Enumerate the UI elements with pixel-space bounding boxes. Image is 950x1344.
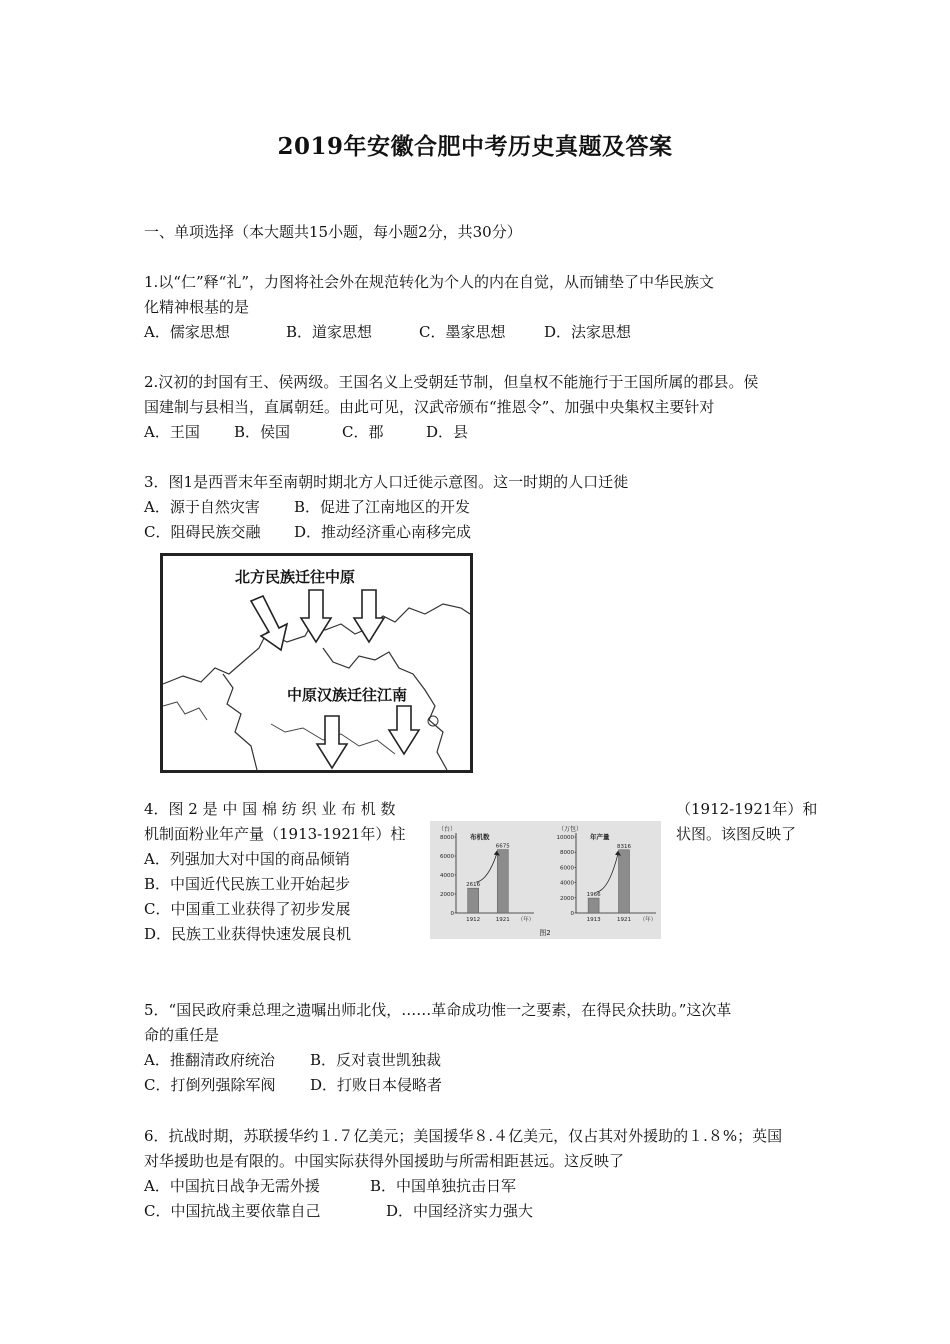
- q1-options: [144, 320, 631, 345]
- chart1-bar: [497, 850, 508, 913]
- chart2-ytick-label: 2000: [560, 895, 574, 902]
- q6-options-row2: [144, 1199, 533, 1224]
- q3-option-b: B．促进了江南地区的开发: [294, 498, 471, 516]
- west-border: [223, 674, 257, 770]
- q5-stem-line2: 命的重任是: [144, 1026, 220, 1044]
- q6-option-a: A．中国抗日战争无需外援: [144, 1177, 320, 1195]
- arrow-north-1: [251, 596, 287, 650]
- figure2-caption: 图2: [539, 929, 551, 937]
- q2-options: [144, 420, 468, 445]
- q2-stem-line2: 国建制与县相当，直属朝廷。由此可见，汉武帝颁布“推恩令”、加强中央集权主要针对: [144, 398, 715, 416]
- q2-option-b: B．侯国: [234, 423, 291, 441]
- q4-option-c: C．中国重工业获得了初步发展: [144, 900, 351, 918]
- q4-stem-line1-right: （1912-1921年）和: [676, 800, 818, 818]
- chart1-title: 布机数: [470, 833, 490, 841]
- q4-stem-line2-left: 机制面粉业年产量（1913-1921年）柱: [144, 825, 406, 843]
- q1-option-b: B．道家思想: [286, 323, 373, 341]
- chart1-bar-label: 2616: [466, 882, 481, 889]
- chart1-xtick-label: 1921: [495, 917, 510, 923]
- page-title: 2019年安徽合肥中考历史真题及答案: [277, 133, 673, 160]
- q6-option-b: B．中国单独抗击日军: [370, 1177, 517, 1195]
- q2-option-c: C．郡: [342, 423, 384, 441]
- chart2-xtick-label: 1921: [617, 917, 631, 923]
- chart2-ytick-label: 6000: [560, 865, 574, 872]
- figure2-svg: [430, 821, 661, 939]
- q2-stem-line1: 2.汉初的封国有王、侯两级。王国名义上受朝廷节制，但皇权不能施行于王国所属的郡县。侯: [144, 373, 759, 391]
- chart1-ytick-label: 8000: [440, 835, 454, 841]
- q5-option-c: C．打倒列强除军阀: [144, 1076, 276, 1094]
- chart2-ytick-label: 4000: [560, 880, 574, 887]
- figure2-charts: [430, 821, 661, 939]
- chart2-ytick-label: 10000: [556, 835, 574, 841]
- arrow-north-3: [354, 590, 384, 642]
- q3-option-c: C．阻碍民族交融: [144, 523, 261, 541]
- q5-options-row2: [144, 1073, 442, 1098]
- q1-stem-line2: 化精神根基的是: [144, 298, 250, 316]
- chart2-bar: [619, 850, 630, 913]
- chart2-title: 年产量: [590, 833, 610, 841]
- q3-option-d: D．推动经济重心南移完成: [294, 523, 472, 541]
- q4-option-a: A．列强加大对中国的商品倾销: [144, 850, 350, 868]
- q4-option-b: B．中国近代民族工业开始起步: [144, 875, 351, 893]
- q1-option-c: C．墨家思想: [419, 323, 506, 341]
- q2-option-a: A．王国: [144, 423, 200, 441]
- migration-map: [163, 556, 470, 770]
- arrow-south-1: [317, 716, 347, 768]
- q5-option-d: D．打败日本侵略者: [310, 1076, 443, 1094]
- q3-options-row1: [144, 495, 470, 520]
- chart2-x-unit: （年）: [639, 917, 657, 923]
- chart1-ytick-label: 6000: [440, 854, 454, 860]
- chart2-ytick-label: 8000: [560, 850, 574, 857]
- q5-option-b: B．反对袁世凯独裁: [310, 1051, 442, 1069]
- q6-options-row1: [144, 1174, 516, 1199]
- q1-option-d: D．法家思想: [544, 323, 632, 341]
- chart1-ylabel: （台）: [438, 826, 457, 833]
- map-label-north: 北方民族迁往中原: [235, 568, 356, 586]
- q1-option-a: A．儒家思想: [144, 323, 230, 341]
- q4-stem-line1-left: 4．图 2 是 中 国 棉 纺 织 业 布 机 数: [144, 800, 396, 818]
- q2-option-d: D．县: [426, 423, 469, 441]
- map-label-south: 中原汉族迁往江南: [287, 686, 408, 704]
- chart1-bar-label: 6675: [495, 843, 510, 850]
- chart2-xtick-label: 1913: [586, 917, 601, 923]
- chart2-growth-arrow: [597, 854, 618, 892]
- q1-stem-line1: 1.以“仁”释“礼”，力图将社会外在规范转化为个人的内在自觉，从而铺垫了中华民族文: [144, 273, 714, 291]
- chart1-x-unit: （年）: [517, 917, 535, 923]
- migration-map-figure: [160, 553, 473, 773]
- chart1-bar: [468, 888, 479, 913]
- chart1-ytick-label: 0: [450, 911, 454, 917]
- q6-stem-line2: 对华援助也是有限的。中国实际获得外国援助与所需相距甚远。这反映了: [144, 1152, 625, 1170]
- chart2-bar: [588, 898, 599, 913]
- chart1-growth-arrow: [476, 854, 497, 883]
- chart2-bar-label: 8316: [617, 843, 631, 850]
- chart2-bar-label: 1966: [586, 892, 601, 899]
- q3-stem: 3．图1是西晋末年至南朝时期北方人口迁徙示意图。这一时期的人口迁徙: [144, 473, 629, 491]
- section-heading: 一、单项选择（本大题共15小题，每小题2分，共30分）: [144, 223, 522, 241]
- chart2-ytick-label: 0: [570, 911, 574, 917]
- q3-option-a: A．源于自然灾害: [144, 498, 260, 516]
- q5-options-row1: [144, 1048, 441, 1073]
- chart1-xtick-label: 1912: [466, 917, 481, 923]
- chart1-ytick-label: 2000: [440, 892, 454, 898]
- q6-option-c: C．中国抗战主要依靠自己: [144, 1202, 321, 1220]
- west-river: [163, 702, 207, 720]
- q4-stem-line2-right: 状图。该图反映了: [676, 825, 797, 843]
- q4-option-d: D．民族工业获得快速发展良机: [144, 925, 352, 943]
- q6-stem-line1: 6．抗战时期，苏联援华约１.７亿美元；美国援华８.４亿美元，仅占其对外援助的１.８%；英国: [144, 1127, 783, 1145]
- q5-stem-line1: 5．“国民政府秉总理之遗嘱出师北伐，……革命成功惟一之要素，在得民众扶助。”这次革: [144, 1001, 732, 1019]
- chart1-ytick-label: 4000: [440, 873, 454, 879]
- q6-option-d: D．中国经济实力强大: [386, 1202, 534, 1220]
- q3-options-row2: [144, 520, 471, 545]
- arrow-south-2: [389, 706, 419, 754]
- chart2-ylabel: （万包）: [558, 826, 583, 833]
- q5-option-a: A．推翻清政府统治: [144, 1051, 275, 1069]
